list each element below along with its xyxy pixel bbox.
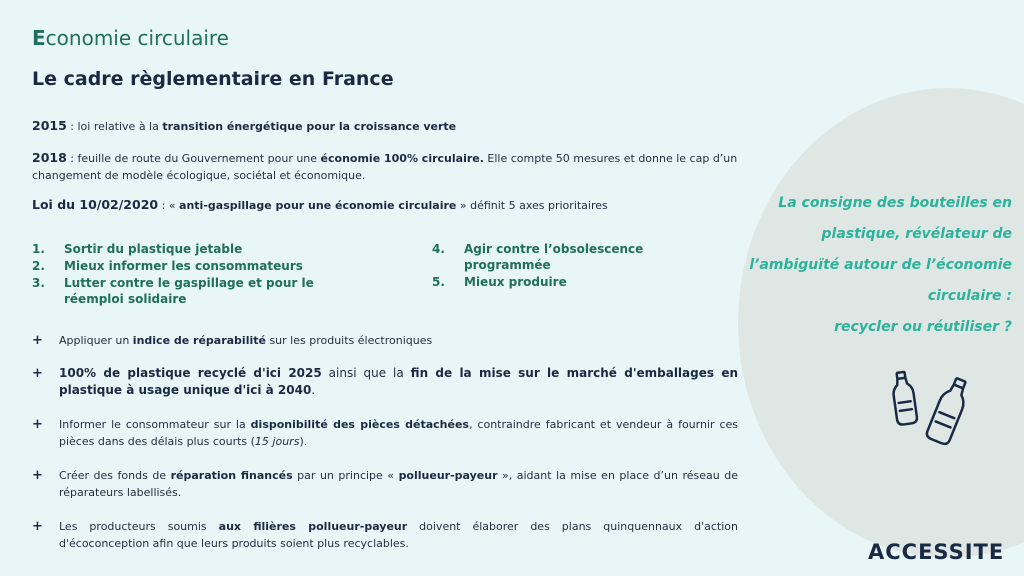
- year-label: 2018: [32, 150, 67, 165]
- list-item: 1. Sortir du plastique jetable: [32, 242, 243, 256]
- plus-bullet-icon: +: [32, 417, 43, 432]
- axes-column-right: [432, 241, 732, 291]
- list-item: + Appliquer un indice de réparabilité sur les produits électroniques: [32, 333, 433, 348]
- year-label: 2015: [32, 118, 67, 133]
- list-item: 2. Mieux informer les consommateurs: [32, 259, 303, 273]
- callout-text: La consigne des bouteilles en plastique, révélateur de l’ambiguïté autour de l’économie circulaire : recycler ou réutiliser ?: [749, 195, 1012, 335]
- timeline-loi-2020: Loi du 10/02/2020 : « anti-gaspillage pour une économie circulaire » définit 5 axes prioritaires: [32, 197, 608, 212]
- list-item: 3. Lutter contre le gaspillage et pour le réemploi solidaire: [32, 276, 314, 306]
- plus-bullet-icon: +: [32, 366, 43, 381]
- list-item: + 100% de plastique recyclé d'ici 2025 ainsi que la fin de la mise sur le marché d'emballages en plastique à usage unique d'ici à 2040.: [32, 366, 738, 397]
- accessite-logo: ACCESSITE: [868, 540, 1005, 564]
- page-title: Le cadre règlementaire en France: [32, 68, 394, 90]
- timeline-2015: 2015 : loi relative à la transition énergétique pour la croissance verte: [32, 118, 457, 133]
- plus-bullet-icon: +: [32, 468, 43, 483]
- axes-column-left: [32, 241, 362, 308]
- list-item: + Les producteurs soumis aux filières pollueur-payeur doivent élaborer des plans quinquennaux d'action d'écoconception afin que leurs produits soient plus recyclables.: [32, 519, 738, 550]
- list-item: + Créer des fonds de réparation financés par un principe « pollueur-payeur », aidant la mise en place d’un réseau de réparateurs labellisés.: [32, 468, 738, 499]
- section-title: Economie circulaire: [32, 26, 229, 50]
- law-label: Loi du 10/02/2020: [32, 197, 159, 212]
- list-item: + Informer le consommateur sur la disponibilité des pièces détachées, contraindre fabricant et vendeur à fournir ces pièces dans des délais plus courts (15 jours).: [32, 417, 739, 448]
- plus-bullet-icon: +: [32, 333, 43, 348]
- plastic-bottles-icon: [890, 368, 980, 448]
- list-item: 4. Agir contre l’obsolescence programmée: [432, 242, 644, 272]
- plus-bullet-icon: +: [32, 519, 43, 534]
- timeline-2018: 2018 : feuille de route du Gouvernement pour une économie 100% circulaire. Elle compte 50 mesures et donne le cap d’un changement de modèle écologique, sociétal et économique.: [32, 150, 738, 182]
- list-item: 5. Mieux produire: [432, 275, 567, 289]
